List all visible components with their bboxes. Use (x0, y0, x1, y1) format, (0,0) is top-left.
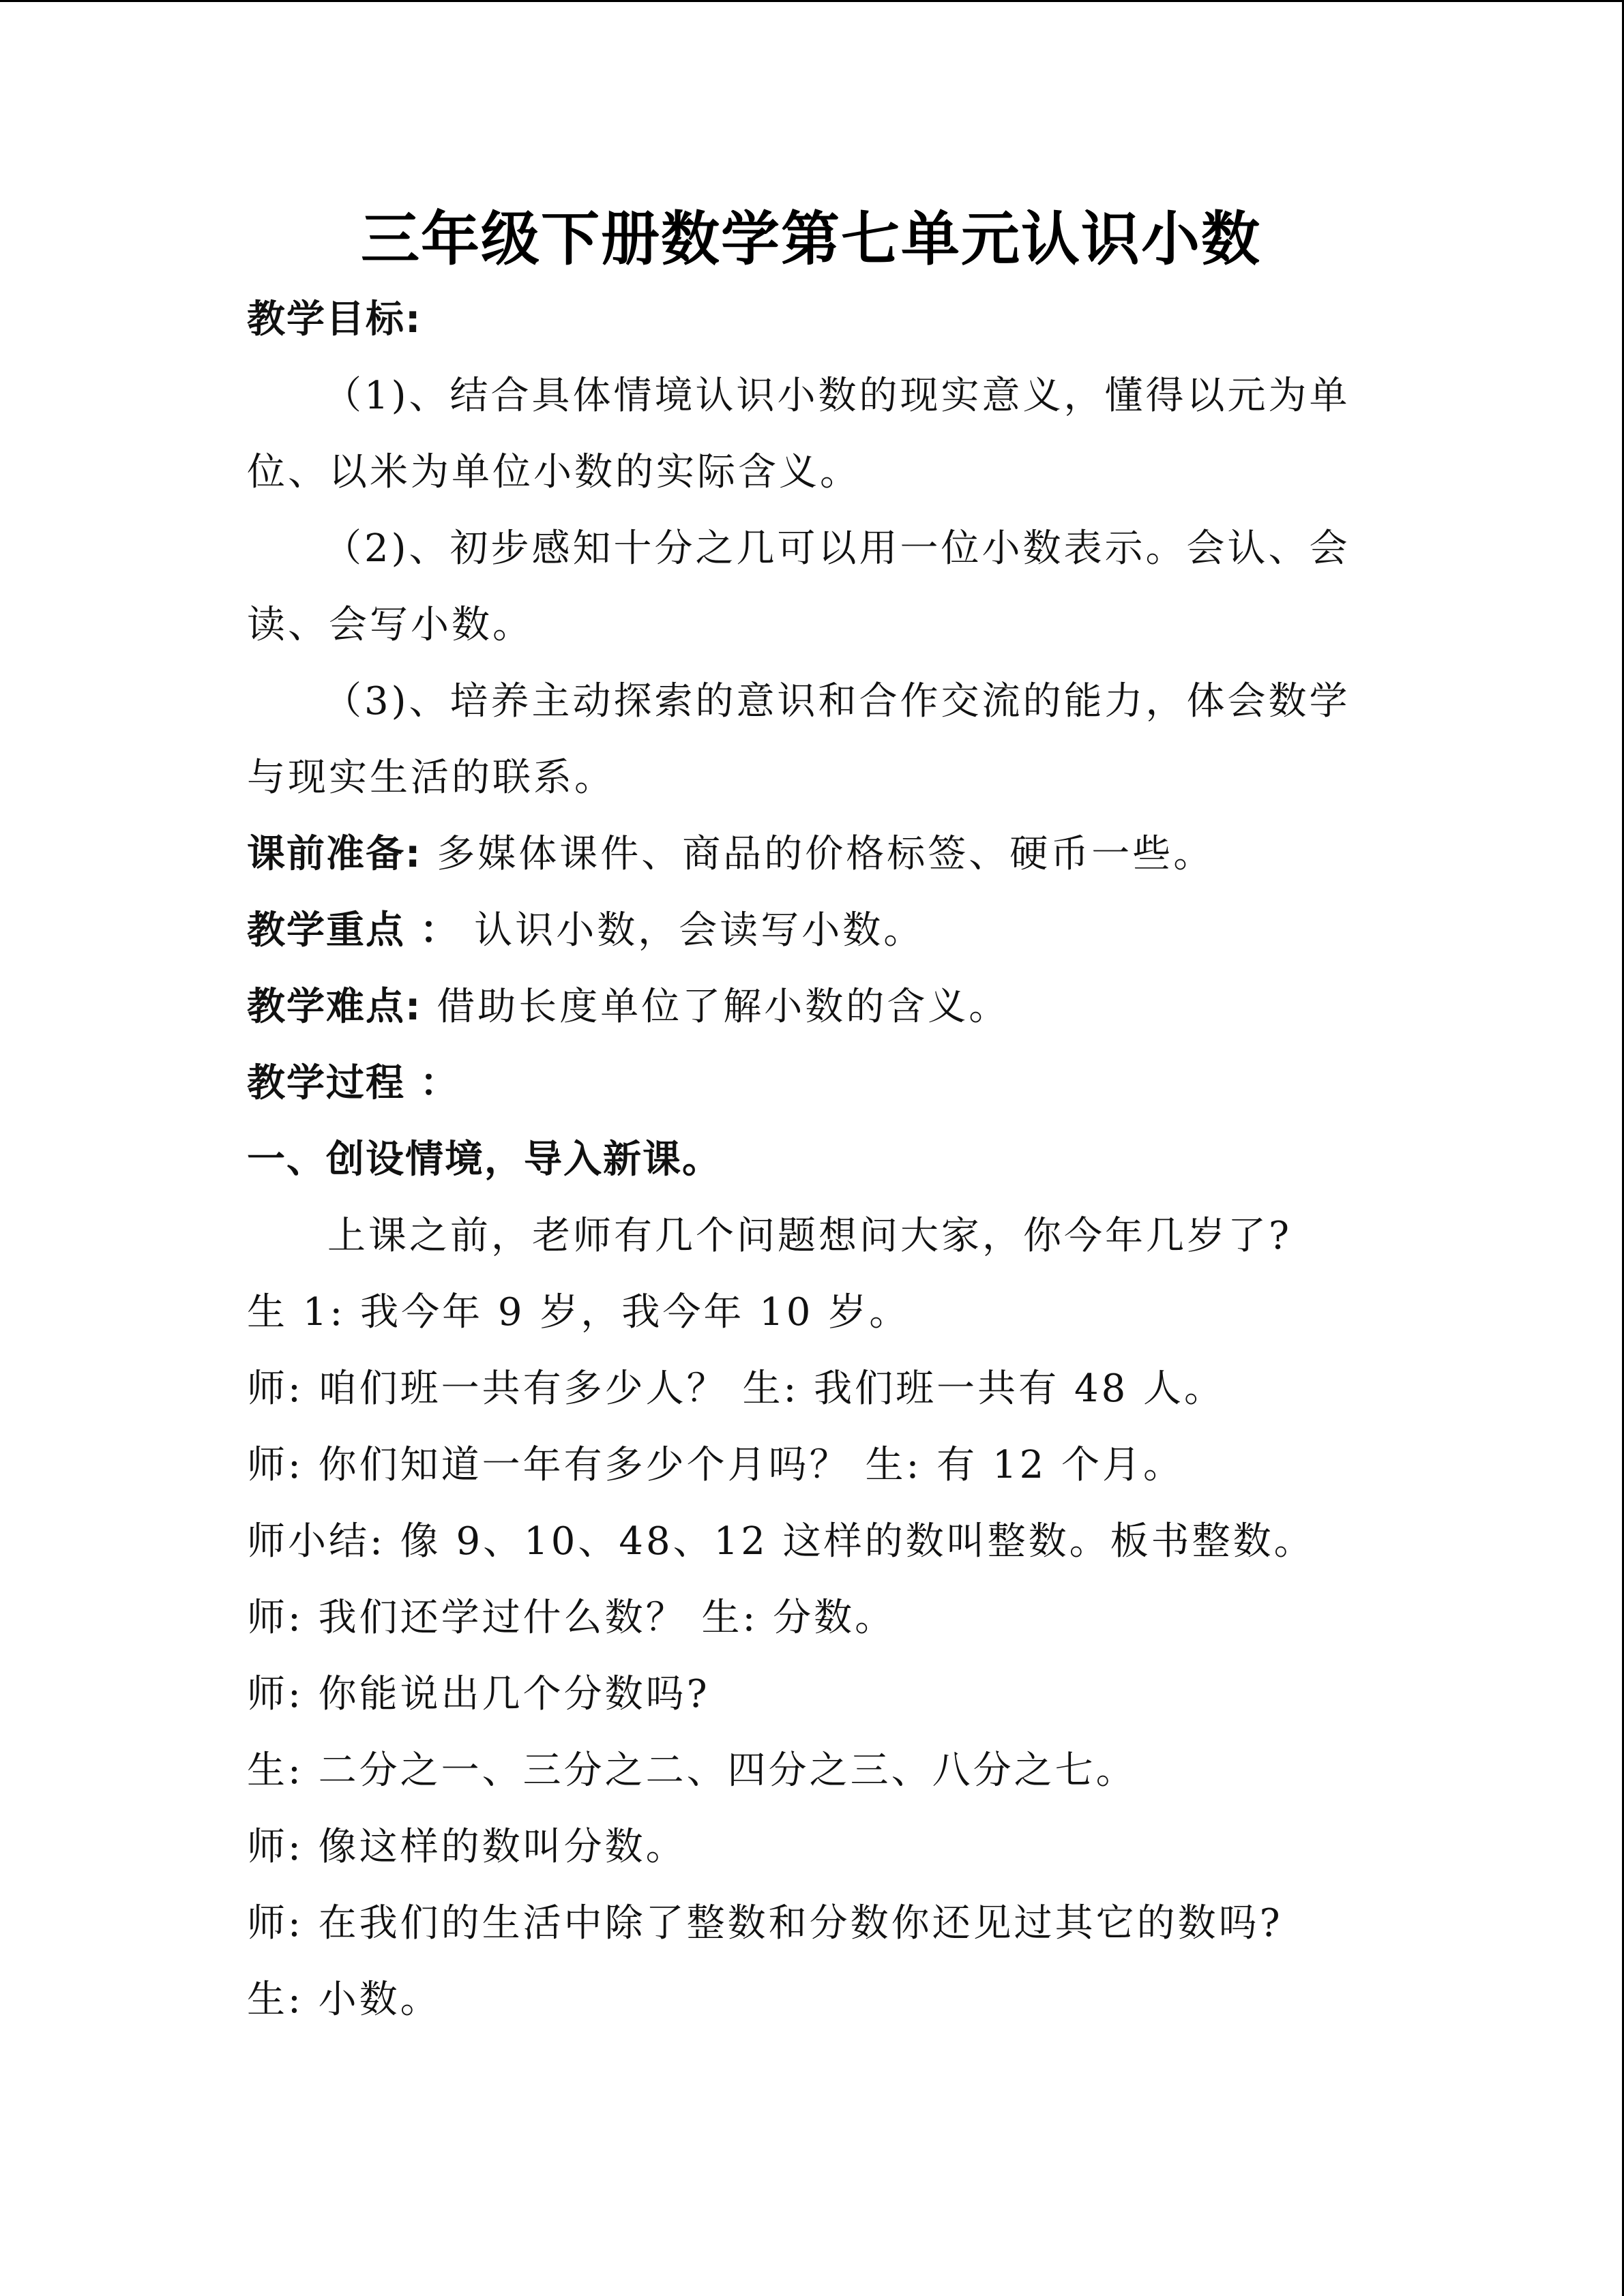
key-line (247, 893, 1352, 969)
dialogue-line: 师: 像这样的数叫分数。 (247, 1825, 687, 1869)
dialogue-line: 生: 小数。 (247, 1978, 441, 2022)
section-1-heading: 一、创设情境，导入新课。 (247, 1137, 722, 1182)
process-heading: 教学过程 ： (247, 1061, 460, 1105)
dialogue-line: 师: 我们还学过什么数？ 生: 分数。 (247, 1596, 896, 1640)
document-title: 三年级下册数学第七单元认识小数 (361, 205, 1261, 273)
key-label: 教学重点 ： (247, 908, 460, 953)
key-text: 认识小数，会读写小数。 (459, 908, 925, 953)
objective-1-line-1: （1)、结合具体情境认识小数的现实意义，懂得以元为单 (323, 374, 1350, 418)
prep-line (247, 816, 1352, 893)
objective-3-line-1: （3)、培养主动探索的意识和合作交流的能力，体会数学 (323, 679, 1350, 724)
dialogue-line: 师: 咱们班一共有多少人？ 生: 我们班一共有 48 人。 (247, 1367, 1225, 1411)
document-body (247, 282, 1352, 2038)
dialogue-line: 生: 二分之一、三分之二、四分之三、八分之七。 (247, 1748, 1137, 1793)
dialogue-line: 师小结: 像 9、10、48、12 这样的数叫整数。板书整数。 (247, 1519, 1315, 1564)
objectives-heading: 教学目标: (247, 297, 422, 342)
difficulty-line (247, 969, 1352, 1045)
dialogue-line: 生 1: 我今年 9 岁，我今年 10 岁。 (247, 1290, 911, 1335)
objective-2-line-2: 读、会写小数。 (247, 603, 533, 647)
prep-label: 课前准备: (247, 832, 422, 876)
dialogue-line: 上课之前，老师有几个问题想问大家，你今年几岁了? (327, 1214, 1293, 1258)
prep-text: 多媒体课件、商品的价格标签、硬币一些。 (422, 832, 1215, 876)
objective-1-line-2: 位、以米为单位小数的实际含义。 (247, 450, 861, 494)
dialogue-line: 师: 你们知道一年有多少个月吗？ 生: 有 12 个月。 (247, 1443, 1184, 1487)
difficulty-label: 教学难点: (247, 985, 422, 1029)
dialogue-line: 师: 你能说出几个分数吗? (247, 1672, 710, 1716)
objective-3-line-2: 与现实生活的联系。 (247, 756, 615, 800)
dialogue-line: 师: 在我们的生活中除了整数和分数你还见过其它的数吗? (247, 1901, 1283, 1945)
objective-2-line-1: （2)、初步感知十分之几可以用一位小数表示。会认、会 (323, 526, 1350, 571)
difficulty-text: 借助长度单位了解小数的含义。 (422, 985, 1010, 1029)
